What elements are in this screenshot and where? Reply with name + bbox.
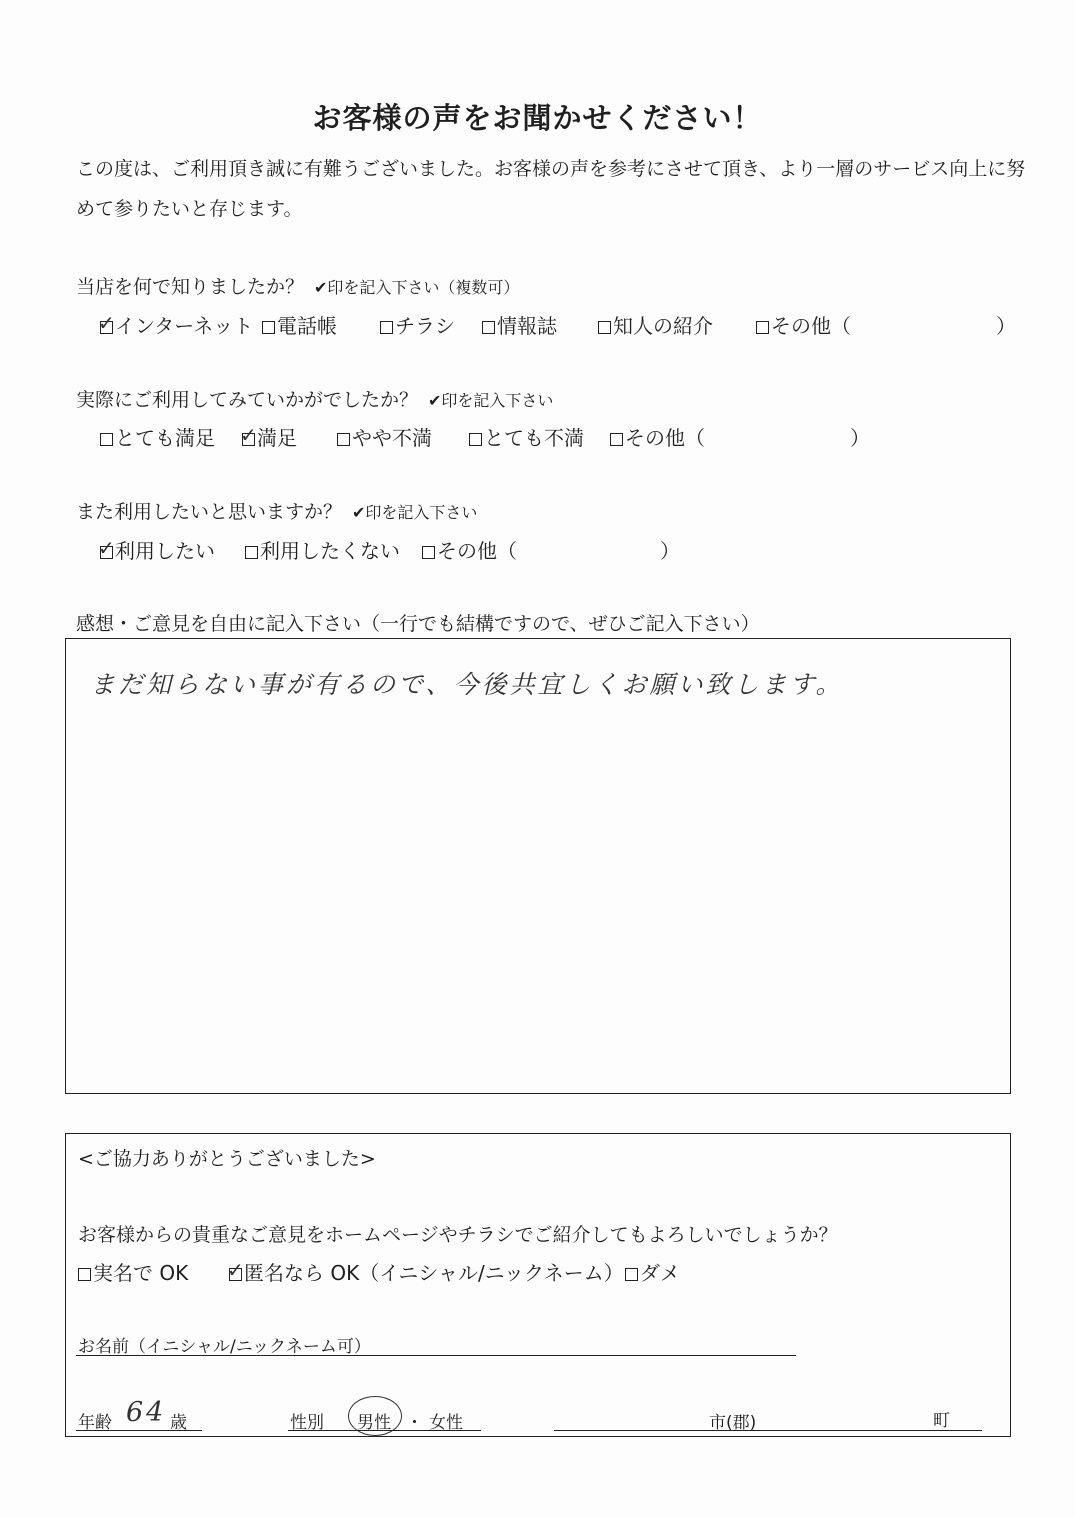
q2-close-paren: ） [850, 426, 870, 450]
checkbox[interactable] [78, 1268, 91, 1281]
checkbox-checked[interactable] [240, 423, 257, 447]
q3-note: ✔印を記入下さい [352, 503, 478, 522]
permission-option-no[interactable]: ダメ [625, 1257, 680, 1286]
address-field[interactable] [554, 1430, 982, 1431]
checkbox[interactable] [598, 321, 611, 334]
permission-option-real-name[interactable]: 実名で OK [78, 1257, 188, 1286]
handwritten-comment: まだ知らない事が有るので、今後共宜しくお願い致します。 [90, 670, 844, 699]
checkbox-checked[interactable] [227, 1258, 244, 1282]
thanks-text: <ご協力ありがとうございました> [78, 1148, 376, 1170]
q1-heading [76, 272, 519, 299]
gender-label: 性別 [290, 1413, 324, 1433]
q2-note: ✔印を記入下さい [428, 391, 554, 410]
checkbox[interactable] [380, 321, 393, 334]
checkbox[interactable] [337, 433, 350, 446]
checkbox[interactable] [610, 433, 623, 446]
q1-question: 当店を何で知りましたか？ [76, 276, 305, 298]
check-mark-icon: ✓ [98, 536, 115, 560]
checkbox[interactable] [482, 321, 495, 334]
checkbox[interactable] [422, 546, 435, 559]
q1-option-phonebook[interactable]: 電話帳 [262, 310, 337, 339]
q3-option-yes[interactable]: ✓ 利用したい [98, 536, 215, 563]
checkbox[interactable] [262, 321, 275, 334]
q2-question: 実際にご利用してみていかがでしたか？ [76, 389, 419, 411]
page-title: お客様の声をお聞かせください！ [312, 101, 763, 135]
q3-close-paren: ） [660, 539, 680, 563]
checkbox[interactable] [100, 433, 113, 446]
permission-option-anonymous[interactable]: ✓ 匿名なら OK（イニシャル/ニックネーム） [227, 1258, 624, 1285]
q1-option-flyer[interactable]: チラシ [380, 310, 455, 339]
age-field[interactable] [76, 1430, 202, 1431]
comment-textarea[interactable] [65, 638, 1011, 1094]
q2-heading [76, 385, 553, 412]
checkbox[interactable] [469, 433, 482, 446]
name-label: お名前（イニシャル/ニックネーム可） [78, 1337, 371, 1357]
gender-female[interactable]: 女性 [429, 1413, 463, 1433]
gender-separator: ・ [406, 1413, 423, 1433]
q1-option-referral[interactable]: 知人の紹介 [598, 310, 713, 339]
q3-question: また利用したいと思いますか？ [76, 501, 343, 523]
intro-line-1: この度は、ご利用頂き誠に有難うございました。お客様の声を参考にさせて頂き、より一層のサービス向上に努 [76, 158, 1026, 180]
q2-option-other[interactable]: その他（ [610, 422, 705, 451]
q3-option-other[interactable]: その他（ [422, 535, 517, 564]
checkbox[interactable] [625, 1268, 638, 1281]
q3-option-no[interactable]: 利用したくない [245, 535, 400, 564]
town-label: 町 [933, 1411, 950, 1431]
q2-option-somewhat-dissatisfied[interactable]: やや不満 [337, 422, 432, 451]
gender-field [288, 1430, 481, 1431]
comment-prompt: 感想・ご意見を自由に記入下さい（一行でも結構ですので、ぜひご記入下さい） [76, 613, 760, 635]
checkbox-checked[interactable] [98, 536, 115, 560]
checkbox[interactable] [245, 546, 258, 559]
intro-line-2: めて参りたいと存じます。 [76, 198, 303, 220]
q2-option-very-dissatisfied[interactable]: とても不満 [469, 422, 584, 451]
check-mark-icon: ✓ [98, 311, 115, 335]
checkbox[interactable] [756, 321, 769, 334]
q1-close-paren: ） [996, 314, 1016, 338]
q2-option-very-satisfied[interactable]: とても満足 [100, 422, 215, 451]
q3-heading [76, 497, 477, 524]
q1-option-internet[interactable]: ✓ インターネット [98, 311, 254, 338]
gender-male[interactable]: 男性 [357, 1413, 391, 1433]
age-unit: 歳 [170, 1413, 187, 1433]
city-label: 市(郡) [709, 1413, 757, 1433]
q2-option-satisfied[interactable]: ✓ 満足 [240, 423, 297, 450]
name-field[interactable] [76, 1355, 796, 1356]
q1-note: ✔印を記入下さい（複数可） [314, 278, 520, 297]
age-label: 年齢 [78, 1413, 112, 1433]
q1-option-other[interactable]: その他（ [756, 310, 851, 339]
permission-question: お客様からの貴重なご意見をホームページやチラシでご紹介してもよろしいでしょうか？ [78, 1224, 838, 1246]
permission-section [65, 1133, 1011, 1437]
check-mark-icon: ✓ [240, 423, 257, 447]
q1-option-magazine[interactable]: 情報誌 [482, 310, 557, 339]
age-value: 64 [126, 1397, 167, 1428]
check-mark-icon: ✓ [227, 1258, 244, 1282]
checkbox-checked[interactable] [98, 311, 115, 335]
